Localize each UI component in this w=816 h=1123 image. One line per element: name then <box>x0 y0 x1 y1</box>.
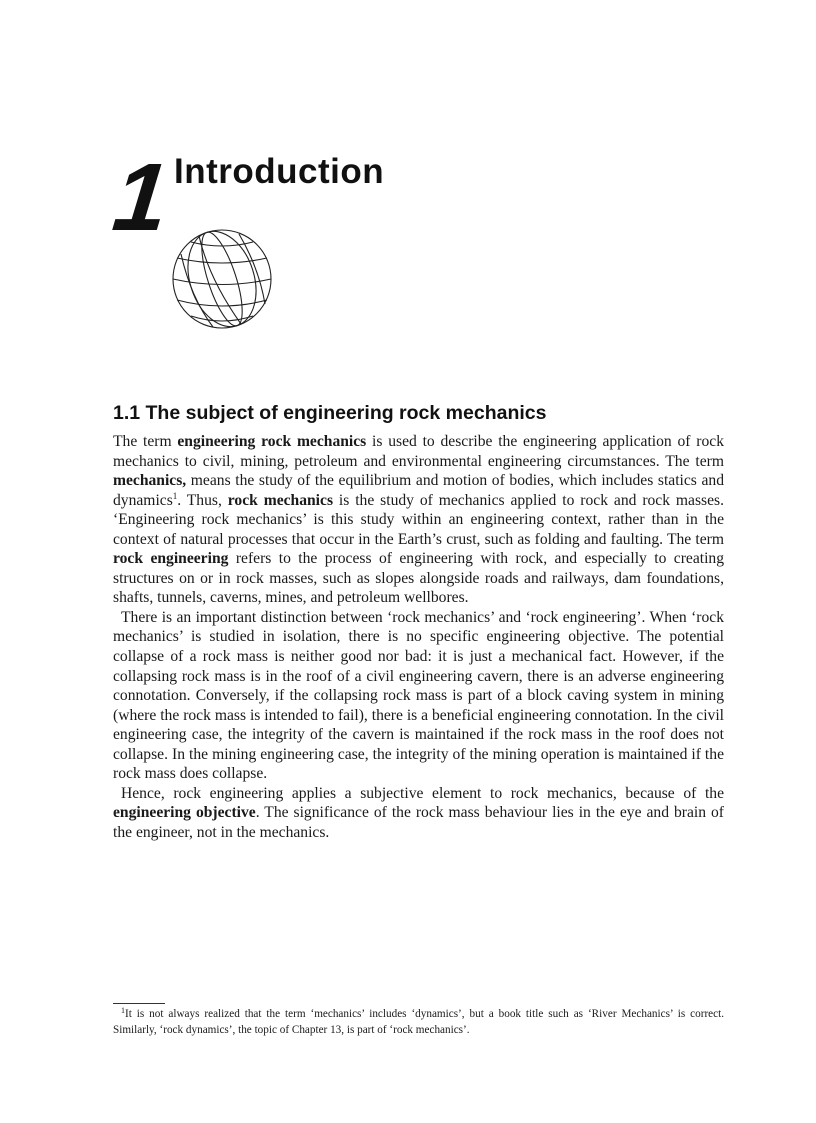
footnote-marker: 1 <box>172 490 178 501</box>
term-engineering-rock-mechanics: engineering rock mechanics <box>177 433 367 450</box>
footnote-divider <box>113 1003 165 1004</box>
chapter-title: Introduction <box>174 152 385 191</box>
text-run: . The significance of the rock mass behaviour lies in the eye and brain of the engineer, not in the mechanics. <box>113 804 724 841</box>
term-rock-engineering: rock engineering <box>113 550 229 568</box>
paragraph-1 <box>113 432 724 608</box>
footnote-marker: 1 <box>121 1006 125 1015</box>
text-run: Hence, rock engineering applies a subjective element to rock mechanics, because of the <box>121 784 724 802</box>
text-run: is the study of mechanics applied to rock and rock masses. ‘Engineering rock mechanics’ is this study within an engineering context, rather than in the context of natural processes that occur in the Earth’s crust, such as folding and faulting. The term <box>113 491 724 548</box>
section-heading: 1.1 The subject of engineering rock mechanics <box>113 402 547 424</box>
term-mechanics: mechanics, <box>113 472 187 490</box>
paragraph-2: There is an important distinction between ‘rock mechanics’ and ‘rock engineering’. When ‘rock mechanics’ is studied in isolation, there is no specific engineering objective. The potential collapse of a rock mass is neither good nor bad: it is just a mechanical fact. However, if the collapsing rock mass is in the roof of a civil engineering cavern, there is an adverse engineering connotation. Conversely, if the collapsing rock mass is part of a block caving system in mining (where the rock mass is intended to fail), there is a beneficial engineering connotation. In the civil engineering case, the integrity of the cavern is maintained if the rock mass in the roof does not collapse. In the mining engineering case, the integrity of the mining operation is maintained if the rock mass does collapse. <box>113 608 724 783</box>
text-run: The term <box>113 433 178 450</box>
globe-icon <box>169 228 275 330</box>
footnote <box>113 1007 724 1038</box>
text-run: refers to the process of engineering with rock, and especially to creating structures on or in rock masses, such as slopes alongside roads and railways, dam foundations, shafts, tunnels, caverns, mines, and petroleum wellbores. <box>113 550 724 607</box>
footnote-text: It is not always realized that the term ‘mechanics’ includes ‘dynamics’, but a book title such as ‘River Mechanics’ is correct. Similarly, ‘rock dynamics’, the topic of Chapter 13, is part of ‘rock mechanics’. <box>113 1008 724 1036</box>
text-run: means the study of the equilibrium and motion of bodies, which includes statics and dynamics <box>113 472 724 509</box>
text-run: . Thus, <box>177 491 228 509</box>
body-text <box>113 432 724 842</box>
term-engineering-objective: engineering objective <box>113 804 256 822</box>
paragraph-3 <box>113 784 724 843</box>
term-rock-mechanics: rock mechanics <box>227 491 334 509</box>
chapter-number: 1 <box>108 144 174 251</box>
text-run: is used to describe the engineering application of rock mechanics to civil, mining, petroleum and environmental engineering circumstances. The term <box>113 433 724 470</box>
